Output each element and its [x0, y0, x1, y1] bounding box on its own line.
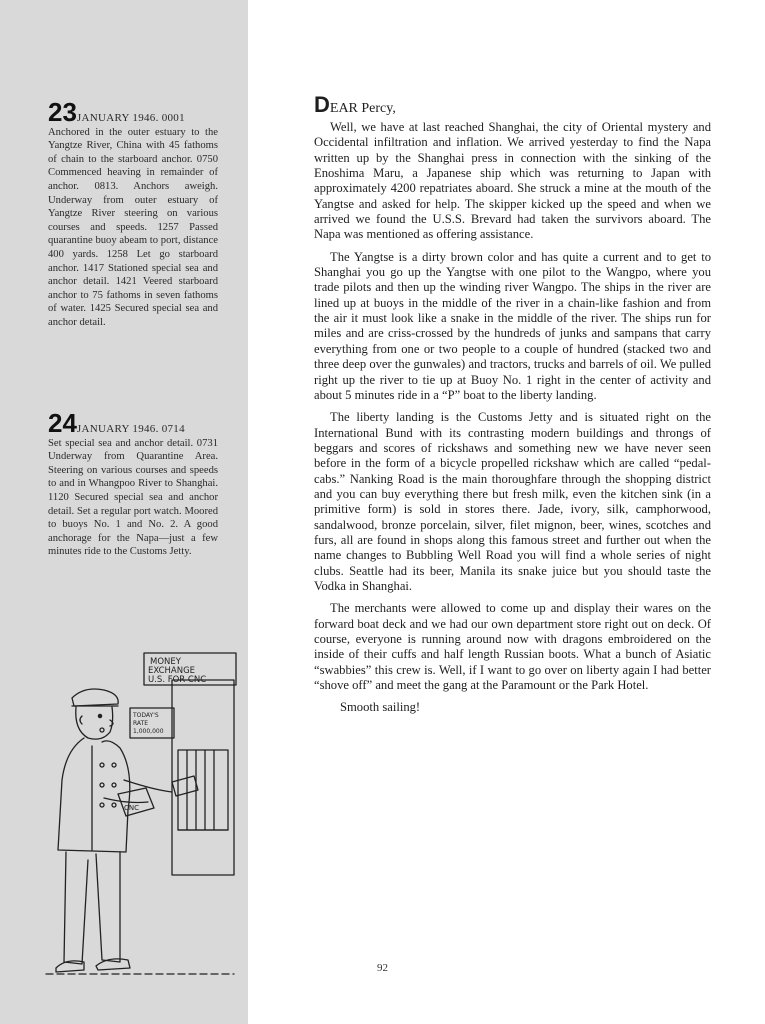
rate-text: 1,000,000	[133, 728, 164, 735]
log-text: Set special sea and anchor detail. 0731 Underway from Quarantine Area. Steering on various courses and speeds to and in Whangpoo River to Shanghai. 1120 Secured special sea and anchor detail. Set a regular port watch. Moored to buoys No. 1 and No. 2. A good anchorage for the Napa—just a few minutes ride to the Customs Jetty.	[48, 437, 218, 558]
letter-paragraph: The merchants were allowed to come up and display their wares on the forward boat deck and we had our own department store right out on deck. Of course, everyone is running around now with dragons embroidered on the inside of their cuffs and half length Russian boots. What a bunch of Asiatic “swabbies” this crew is. Well, if I want to go over on liberty again I had better “shove off” and meet the gang at the Paramount or the Park Hotel.	[314, 601, 711, 693]
money-exchange-illustration	[44, 650, 244, 995]
sign-text: U.S. FOR CNC	[148, 675, 207, 685]
drop-cap: D	[314, 92, 330, 117]
bill-label: CNC	[124, 804, 140, 812]
letter-paragraph: The Yangtse is a dirty brown color and has quite a current and to get to Shanghai you go up the Yangtse with one pilot to the Wangpo, where you trade pilots and then up the winding river Wangpo. The ships in the river are lined up at buoys in the middle of the river in a chain-like fashion and from the air it must look like a snake in the middle of the river. The ships run for miles and are criss-crossed by the hundreds of junks and sampans that carry everything from one or two people to a couple of hundred (stacked two and three deep over the gunwales) and tractors, trucks and barrels of oil. We pulled right up the river to tie up at Buoy No. 1 right in the center of activity and about 5 minutes ride in a “P” boat to the liberty landing.	[314, 249, 711, 402]
log-day-number: 24	[48, 408, 77, 438]
sailor-legs	[64, 852, 88, 964]
letter-paragraph: Well, we have at last reached Shanghai, the city of Oriental mystery and Occidental infiltration and inflation. We arrived yesterday to find the Napa written up by the Shanghai press in connection with the sinking of the Enoshima Maru, a Japanese ship which was returning to Japan with approximately 4200 repatriates aboard. She struck a mine at the mouth of the Yangtse and asked for help. The skipper kicked up the speed and when we arrived we found the U.S.S. Brevard had taken the survivors aboard. The Napa was mentioned as offering assistance.	[314, 120, 711, 242]
sign-text: EXCHANGE	[148, 666, 196, 676]
log-day-number: 23	[48, 97, 77, 127]
rate-text: RATE	[133, 720, 149, 727]
sign-text: MONEY	[150, 657, 181, 667]
log-heading: JANUARY 1946. 0001	[76, 112, 185, 124]
salutation	[314, 92, 711, 118]
rate-text: TODAY'S	[133, 712, 159, 719]
letter-body	[314, 92, 711, 723]
salutation-text: EAR Percy,	[329, 101, 396, 116]
log-entry-jan-24	[48, 408, 218, 559]
letter-closing: Smooth sailing!	[340, 700, 421, 715]
log-heading: JANUARY 1946. 0714	[76, 423, 185, 435]
exchange-booth	[172, 680, 234, 875]
page-number: 92	[377, 962, 388, 974]
log-entry-jan-23	[48, 97, 218, 330]
letter-paragraph: The liberty landing is the Customs Jetty and is situated right on the International Bund with its contrasting modern buildings and throngs of beggars and scores of rickshaws and something new we have never seen before in the form of a bicycle propelled rickshaw which are called “pedal-cabs.” Nanking Road is the main thoroughfare through the shopping district and you can buy everything there but fresh milk, even the kitchen sink (in a primitive form) is sold in stores there. Jade, ivory, silk, camphorwood, sandalwood, bronze porcelain, silver, filet mignon, beer, wines, scotches and furs, all are found in shops along this famous street and further out when the name changes to Bubbling Well Road you will find a whole series of night clubs. Seattle had its beer, Manila its snake juice but you should taste the Vodka in Shanghai.	[314, 410, 711, 593]
sailor-cap	[72, 689, 118, 706]
log-text: Anchored in the outer estuary to the Yangtze River, China with 45 fathoms of chain to the starboard anchor. 0750 Commenced heaving in remainder of anchor. 0813. Anchors aweigh. Underway from outer estuary of Yangtze River steering on various courses and speeds. 1257 Passed quarantine buoy abeam to port, distance 400 yards. 1258 Let go starboard anchor. 1417 Stationed special sea and anchor detail. 1421 Veered starboard anchor to 75 fathoms in seven fathoms of water. 1425 Secured special sea and anchor detail.	[48, 126, 218, 328]
